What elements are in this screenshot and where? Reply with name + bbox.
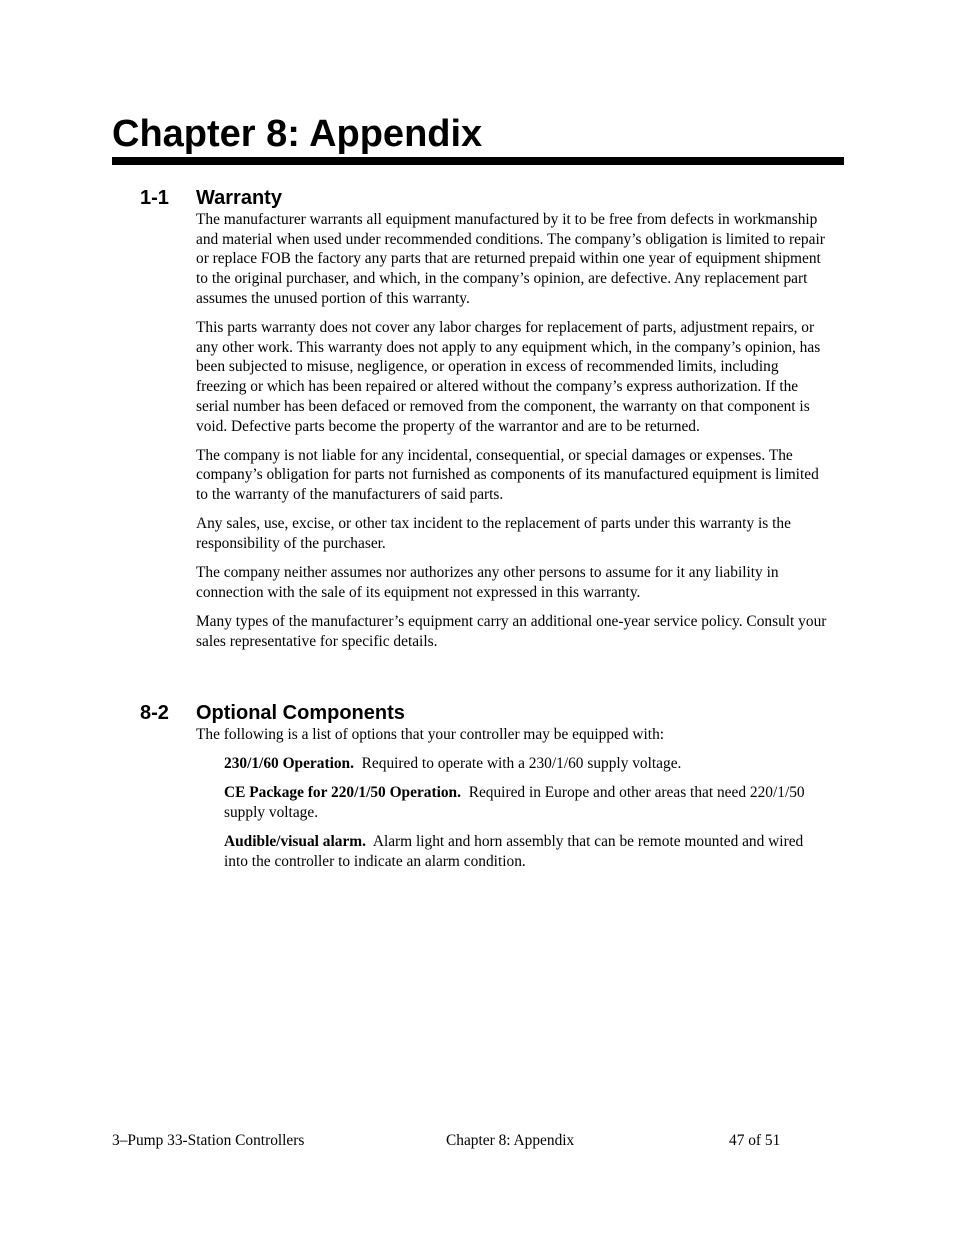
chapter-title: Chapter 8: Appendix <box>112 113 483 155</box>
section-title: Warranty <box>196 187 282 209</box>
warranty-paragraph: The company is not liable for any incidental, consequential, or special damages or expenses. The company’s obligation for parts not furnished as components of its manufactured equipment is limited to the warranty of the manufacturers of said parts. <box>196 446 819 504</box>
warranty-paragraph: The company neither assumes nor authorizes any other persons to assume for it any liability in connection with the sale of its equipment not expressed in this warranty. <box>196 564 779 601</box>
section-title: Optional Components <box>196 702 405 724</box>
option-item <box>224 783 828 822</box>
option-name: Audible/visual alarm. <box>224 833 366 851</box>
option-item <box>224 754 828 774</box>
warranty-paragraph: Many types of the manufacturer’s equipment carry an additional one-year service policy. Consult your sales representative for specific details. <box>196 613 827 650</box>
footer-chapter: Chapter 8: Appendix <box>446 1132 575 1149</box>
chapter-title-rule <box>112 157 844 165</box>
option-name: CE Package for 220/1/50 Operation. <box>224 784 461 802</box>
option-description: Required to operate with a 230/1/60 supply voltage. <box>361 755 682 772</box>
section-heading-optional-components <box>140 701 405 725</box>
intro-paragraph: The following is a list of options that your controller may be equipped with: <box>196 726 665 743</box>
option-description: Alarm light and horn assembly that can be remote mounted and wired into the controller to indicate an alarm condition. <box>224 833 804 870</box>
options-list <box>224 754 828 881</box>
warranty-paragraph: The manufacturer warrants all equipment manufactured by it to be free from defects in workmanship and material when used under recommended conditions. The company’s obligation is limited to repair or replace FOB the factory any parts that are returned prepaid within one year of equipment shipment to the original purchaser, and which, in the company’s opinion, are defective. Any replacement part assumes the unused portion of this warranty. <box>196 211 825 307</box>
footer-page-number: 47 of 51 <box>729 1132 781 1149</box>
warranty-body <box>196 210 828 661</box>
section-number: 1-1 <box>140 187 169 209</box>
section-number: 8-2 <box>140 702 169 724</box>
option-name: 230/1/60 Operation. <box>224 755 354 772</box>
warranty-paragraph: Any sales, use, excise, or other tax incident to the replacement of parts under this warranty is the responsibility of the purchaser. <box>196 515 791 553</box>
section-heading-warranty <box>140 186 282 210</box>
optional-components-intro <box>196 725 828 754</box>
warranty-paragraph: This parts warranty does not cover any labor charges for replacement of parts, adjustment repairs, or any other work. This warranty does not apply to any equipment which, in the company’s opinion, has been subjected to misuse, negligence, or operation in excess of recommended limits, including freezing or which has been repaired or altered without the company’s express authorization. If the serial number has been defaced or removed from the component, the warranty on that component is void. Defective parts become the property of the warrantor and are to be returned. <box>196 319 821 435</box>
footer-document-title: 3–Pump 33-Station Controllers <box>112 1132 305 1149</box>
option-item <box>224 832 828 871</box>
option-description: Required in Europe and other areas that need 220/1/50 supply voltage. <box>224 784 805 821</box>
